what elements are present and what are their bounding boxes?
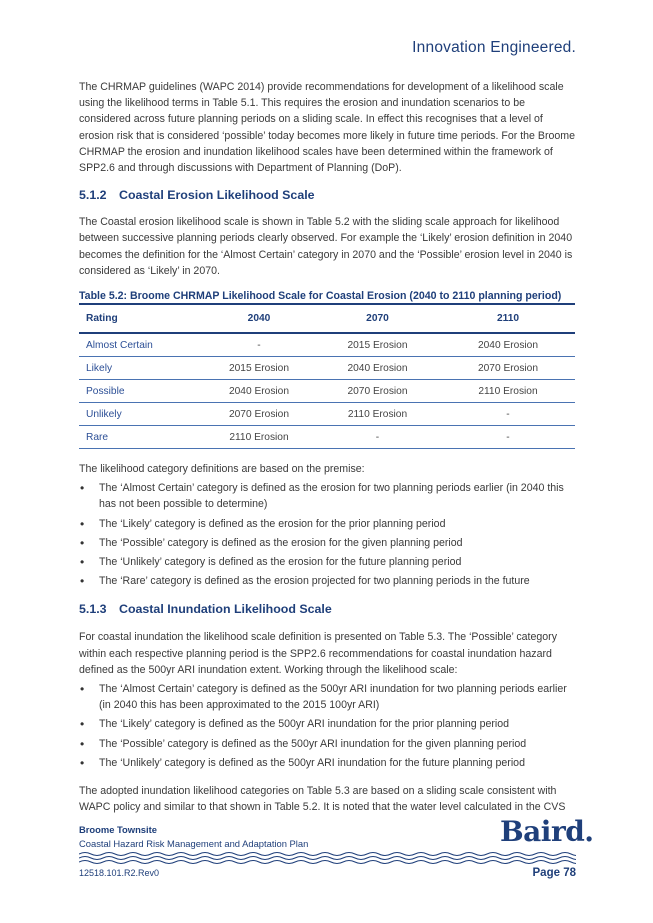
section-title: Coastal Inundation Likelihood Scale xyxy=(119,602,332,617)
footer-project-title: Broome Townsite xyxy=(79,824,157,835)
section-title: Coastal Erosion Likelihood Scale xyxy=(119,188,315,203)
table-header-cell: 2070 xyxy=(314,304,441,333)
table-cell: 2040 Erosion xyxy=(314,357,441,380)
inundation-bullet-list xyxy=(79,681,575,771)
footer-wave-divider xyxy=(79,851,576,865)
table-cell: - xyxy=(204,333,314,357)
section-number: 5.1.3 xyxy=(79,602,107,617)
table-cell: - xyxy=(441,403,575,426)
table-row xyxy=(79,357,575,380)
table-cell: - xyxy=(441,426,575,449)
table-cell-rating: Unlikely xyxy=(79,403,204,426)
list-item: • The ‘Rare’ category is defined as the erosion projected for two planning periods in the future xyxy=(79,573,575,589)
table-row xyxy=(79,380,575,403)
erosion-paragraph: The Coastal erosion likelihood scale is shown in Table 5.2 with the sliding scale approach for likelihood between successive planning periods clearly observed. For example the ‘Likely’ erosion definition in 2040 becomes the definition for the ‘Almost Certain’ category in 2070 and the ‘Possible’ erosion level in 2040 is considered as ‘Likely’ in 2070. xyxy=(79,216,573,277)
table-cell: 2015 Erosion xyxy=(314,333,441,357)
intro-paragraph: The CHRMAP guidelines (WAPC 2014) provide recommendations for development of a likelihood scale using the likelihood terms in Table 5.1. This requires the erosion and inundation scenarios to be considered across future planning periods on a sliding scale. In effect this recognises that a level of erosion risk that is considered ‘possible’ today becomes more likely in future time periods. For the Broome CHRMAP the erosion and inundation likelihood scales have been determined within the framework of SPP2.6 and through discussions with Department of Planning (DoP). xyxy=(79,81,575,175)
table-cell-rating: Rare xyxy=(79,426,204,449)
section-heading-erosion xyxy=(79,188,575,202)
list-item: • The ‘Likely’ category is defined as the 500yr ARI inundation for the prior planning period xyxy=(79,716,575,732)
table-cell: 2015 Erosion xyxy=(204,357,314,380)
header-tagline: Innovation Engineered. xyxy=(412,39,576,56)
table-cell-rating: Likely xyxy=(79,357,204,380)
table-row xyxy=(79,426,575,449)
wave-line xyxy=(79,853,576,856)
list-item: • The ‘Unlikely’ category is defined as the erosion for the future planning period xyxy=(79,554,575,570)
table-cell-rating: Possible xyxy=(79,380,204,403)
list-item: • The ‘Possible’ category is defined as the 500yr ARI inundation for the given planning period xyxy=(79,736,575,752)
list-item: • The ‘Possible’ category is defined as the erosion for the given planning period xyxy=(79,535,575,551)
table-cell: 2040 Erosion xyxy=(204,380,314,403)
inundation-paragraph: For coastal inundation the likelihood scale definition is presented on Table 5.3. The ‘Possible’ category within each respective planning period is the SPP2.6 recommendations for coastal inundation hazard defined as the 500yr ARI inundation extent. Working through the likelihood scale: xyxy=(79,631,557,676)
list-item: • The ‘Unlikely’ category is defined as the 500yr ARI inundation for the future planning period xyxy=(79,755,575,771)
table-cell: 2070 Erosion xyxy=(441,357,575,380)
closing-paragraph: The adopted inundation likelihood categories on Table 5.3 are based on a sliding scale consistent with WAPC policy and similar to that shown in Table 5.2. It is noted that the water level calculated in the CVS xyxy=(79,785,566,814)
table-row xyxy=(79,333,575,357)
page-body xyxy=(79,79,575,815)
likelihood-table xyxy=(79,303,575,449)
table-cell: 2070 Erosion xyxy=(204,403,314,426)
table-cell: 2110 Erosion xyxy=(204,426,314,449)
wave-line xyxy=(79,861,576,864)
table-cell: 2110 Erosion xyxy=(441,380,575,403)
table-header-cell: Rating xyxy=(79,304,204,333)
table-cell-rating: Almost Certain xyxy=(79,333,204,357)
page-number: Page 78 xyxy=(532,867,576,879)
table-cell: 2110 Erosion xyxy=(314,403,441,426)
erosion-bullet-list xyxy=(79,480,575,589)
document-code: 12518.101.R2.Rev0 xyxy=(79,868,160,878)
table-cell: 2040 Erosion xyxy=(441,333,575,357)
baird-logo: Baird. xyxy=(500,815,594,848)
table-header-row xyxy=(79,304,575,333)
table-header-cell: 2040 xyxy=(204,304,314,333)
table-header-cell: 2110 xyxy=(441,304,575,333)
footer-subtitle: Coastal Hazard Risk Management and Adaptation Plan xyxy=(79,838,309,849)
premise-paragraph: The likelihood category definitions are based on the premise: xyxy=(79,463,365,476)
list-item: • The ‘Almost Certain’ category is defined as the 500yr ARI inundation for two planning periods earlier (in 2040 this has been approximated to the 2015 100yr ARI) xyxy=(79,681,575,713)
list-item: • The ‘Likely’ category is defined as the erosion for the prior planning period xyxy=(79,516,575,532)
section-heading-inundation xyxy=(79,602,575,616)
list-item: • The ‘Almost Certain’ category is defined as the erosion for two planning periods earlier (in 2040 this has not been possible to determine) xyxy=(79,480,575,512)
section-number: 5.1.2 xyxy=(79,188,107,203)
table-cell: 2070 Erosion xyxy=(314,380,441,403)
table-caption: Table 5.2: Broome CHRMAP Likelihood Scale for Coastal Erosion (2040 to 2110 planning period) xyxy=(79,290,562,303)
wave-line xyxy=(79,857,576,860)
table-cell: - xyxy=(314,426,441,449)
table-row xyxy=(79,403,575,426)
